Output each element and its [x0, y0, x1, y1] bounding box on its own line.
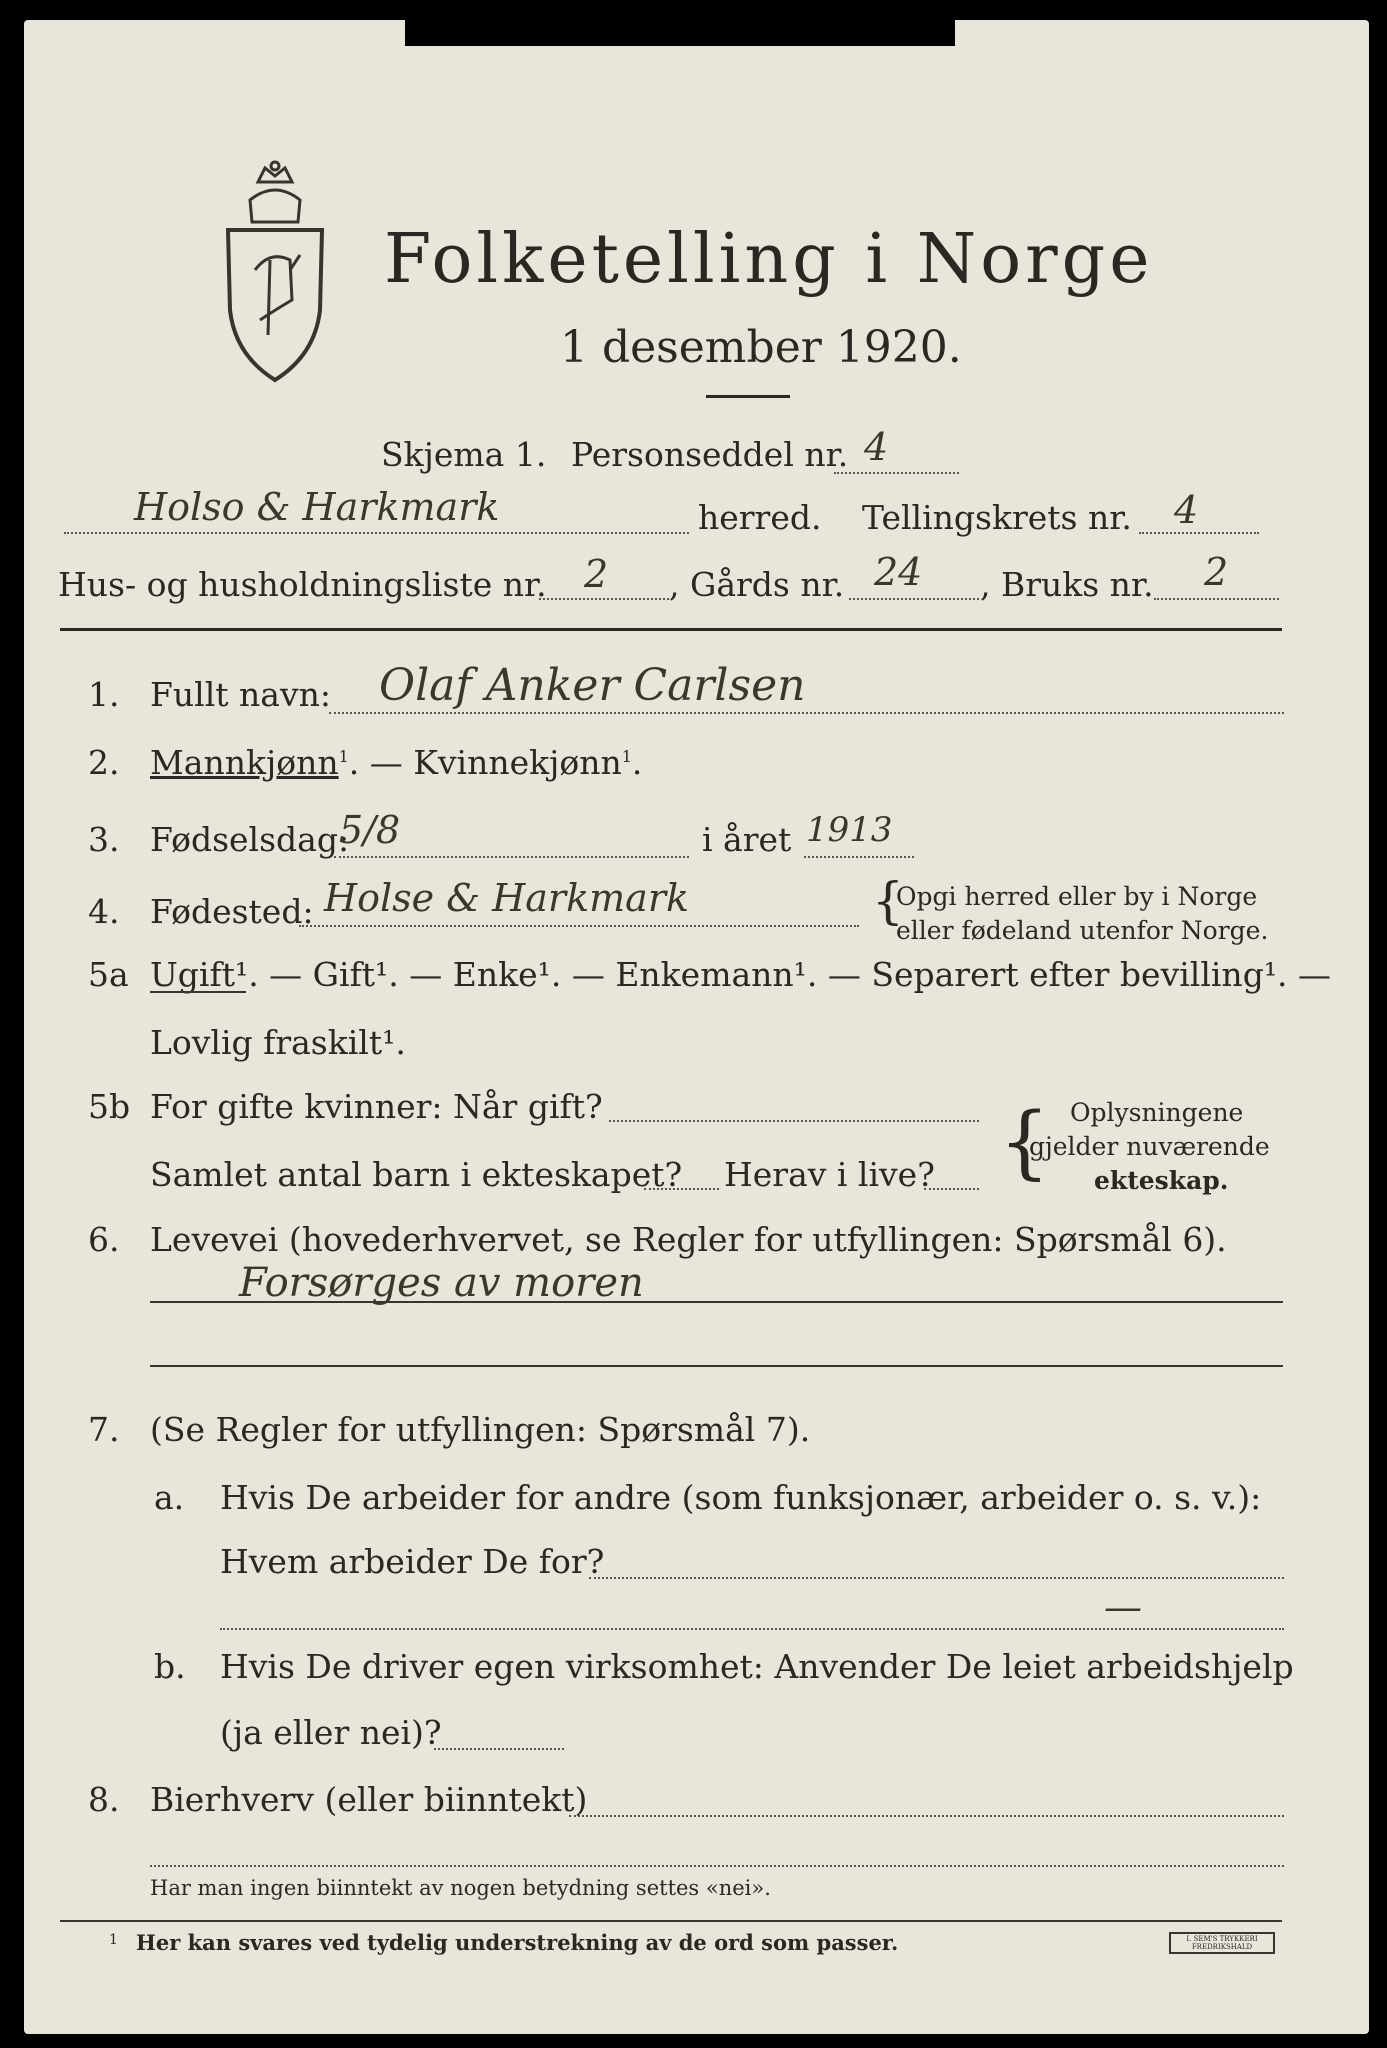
- q8-number: 8.: [88, 1780, 120, 1819]
- q2-sup1: 1: [338, 747, 349, 766]
- bruks-label: , Bruks nr.: [980, 565, 1154, 604]
- personseddel-line: [834, 472, 959, 474]
- bruks-line: [1154, 598, 1279, 600]
- q5b-live-label: Herav i live?: [724, 1155, 935, 1194]
- q4-birthplace-value: Holse & Harkmark: [324, 876, 690, 920]
- q5a-number: 5a: [88, 955, 129, 994]
- q4-note-line1: Opgi herred eller by i Norge: [896, 882, 1258, 911]
- gards-line: [849, 598, 979, 600]
- personseddel-label: Personseddel nr.: [571, 435, 849, 474]
- husholdning-value: 2: [584, 552, 609, 596]
- husholdning-label: Hus- og husholdningsliste nr.: [58, 565, 547, 604]
- gards-value: 24: [874, 550, 923, 594]
- title-divider: [706, 395, 790, 398]
- q1-label: Fullt navn:: [150, 675, 331, 714]
- q7a-number: a.: [154, 1478, 185, 1517]
- q1-number: 1.: [88, 675, 120, 714]
- q5b-note2: gjelder nuværende: [1029, 1132, 1270, 1161]
- printer-stamp-line2: FREDRIKSHALD: [1191, 1943, 1253, 1951]
- q3-line: [334, 856, 689, 858]
- q2-gender: [150, 743, 642, 782]
- q5b-live-line: [924, 1188, 979, 1190]
- form-date: 1 desember 1920.: [560, 322, 962, 373]
- footer-note: Har man ingen biinntekt av nogen betydning settes «nei».: [150, 1876, 771, 1900]
- q4-number: 4.: [88, 892, 120, 931]
- bruks-value: 2: [1204, 550, 1229, 594]
- q2-number: 2.: [88, 743, 120, 782]
- q2-end: .: [631, 743, 643, 782]
- q4-line: [299, 925, 859, 927]
- printer-stamp: [1169, 1932, 1275, 1954]
- q7a-employer-line: [589, 1577, 1284, 1579]
- q8-extra-line: [150, 1865, 1284, 1867]
- q3-year-label: i året: [702, 820, 792, 859]
- q6-line2: [150, 1365, 1283, 1367]
- q4-brace: {: [872, 872, 904, 930]
- form-title: Folketelling i Norge: [384, 220, 1154, 299]
- census-form-paper: [24, 20, 1369, 2034]
- q7a-extra-value: —: [1104, 1585, 1142, 1629]
- herred-label: herred.: [698, 498, 822, 537]
- q5b-note3: ekteskap.: [1094, 1166, 1229, 1195]
- q7a-line1: Hvis De arbeider for andre (som funksjonær, arbeider o. s. v.):: [220, 1478, 1262, 1517]
- q5a-line1: Ugift¹. — Gift¹. — Enke¹. — Enkemann¹. — Separert efter bevilling¹. —: [150, 955, 1332, 994]
- q8-label: Bierhverv (eller biinntekt): [150, 1780, 588, 1819]
- q2-sep: . — Kvinnekjønn: [348, 743, 622, 782]
- q5b-brace: {: [999, 1095, 1050, 1188]
- gards-label: , Gårds nr.: [669, 565, 845, 604]
- q3-year-value: 1913: [806, 810, 893, 850]
- q6-label: Levevei (hovederhvervet, se Regler for utfyllingen: Spørsmål 6).: [150, 1220, 1227, 1259]
- q1-line: [329, 712, 1284, 714]
- herred-line: [64, 532, 689, 534]
- q7-number: 7.: [88, 1410, 120, 1449]
- q7b-line1: Hvis De driver egen virksomhet: Anvender De leiet arbeidshjelp: [220, 1647, 1294, 1686]
- header-divider: [60, 628, 1282, 631]
- q5a-line2: Lovlig fraskilt¹.: [150, 1023, 406, 1062]
- tellingskrets-label: Tellingskrets nr.: [862, 498, 1132, 537]
- footnote-text: Her kan svares ved tydelig understrekning av de ord som passer.: [136, 1930, 899, 1955]
- q8-line: [569, 1815, 1284, 1817]
- tellingskrets-line: [1139, 532, 1259, 534]
- norwegian-coat-of-arms-icon: [220, 160, 330, 385]
- q3-label: Fødselsdag:: [150, 820, 350, 859]
- q4-label: Fødested:: [150, 892, 314, 931]
- q5a-ugift-underline: [150, 991, 246, 993]
- footnote-divider: [60, 1920, 1282, 1922]
- q4-note-line2: eller føde​land utenfor Norge.: [896, 916, 1269, 945]
- q5b-gift-line: [609, 1120, 979, 1122]
- q3-birthday-value: 5/8: [339, 808, 401, 852]
- q7-label: (Se Regler for utfyllingen: Spørsmål 7).: [150, 1410, 811, 1449]
- q7a-line2: Hvem arbeider De for?: [220, 1542, 605, 1581]
- q7b-line2: (ja eller nei)?: [220, 1713, 442, 1752]
- q2-male: Mannkjønn: [150, 743, 339, 782]
- binder-clip: [405, 0, 955, 46]
- tellingskrets-value: 4: [1174, 488, 1199, 532]
- herred-value: Holso & Harkmark: [134, 485, 500, 529]
- q6-number: 6.: [88, 1220, 120, 1259]
- footnote-number: 1: [109, 1932, 118, 1948]
- husholdning-line: [539, 598, 669, 600]
- q6-occupation-value: Forsørges av moren: [239, 1260, 644, 1306]
- q3-year-line: [804, 856, 914, 858]
- q5b-number: 5b: [88, 1087, 131, 1126]
- printer-stamp-line1: I. SEM'S TRYKKERI: [1186, 1935, 1258, 1943]
- skjema-label: Skjema 1.: [381, 435, 547, 474]
- q5b-barn-label: Samlet antal barn i ekteskapet?: [150, 1155, 683, 1194]
- q7b-number: b.: [154, 1647, 186, 1686]
- personseddel-value: 4: [864, 425, 889, 469]
- q5b-barn-line: [644, 1188, 719, 1190]
- q1-full-name: Olaf Anker Carlsen: [379, 660, 806, 711]
- q5b-note1: Oplysningene: [1070, 1098, 1244, 1127]
- q5b-line1: For gifte kvinner: Når gift?: [150, 1087, 603, 1126]
- q7b-line: [434, 1748, 564, 1750]
- q2-sup2: 1: [621, 747, 632, 766]
- q3-number: 3.: [88, 820, 120, 859]
